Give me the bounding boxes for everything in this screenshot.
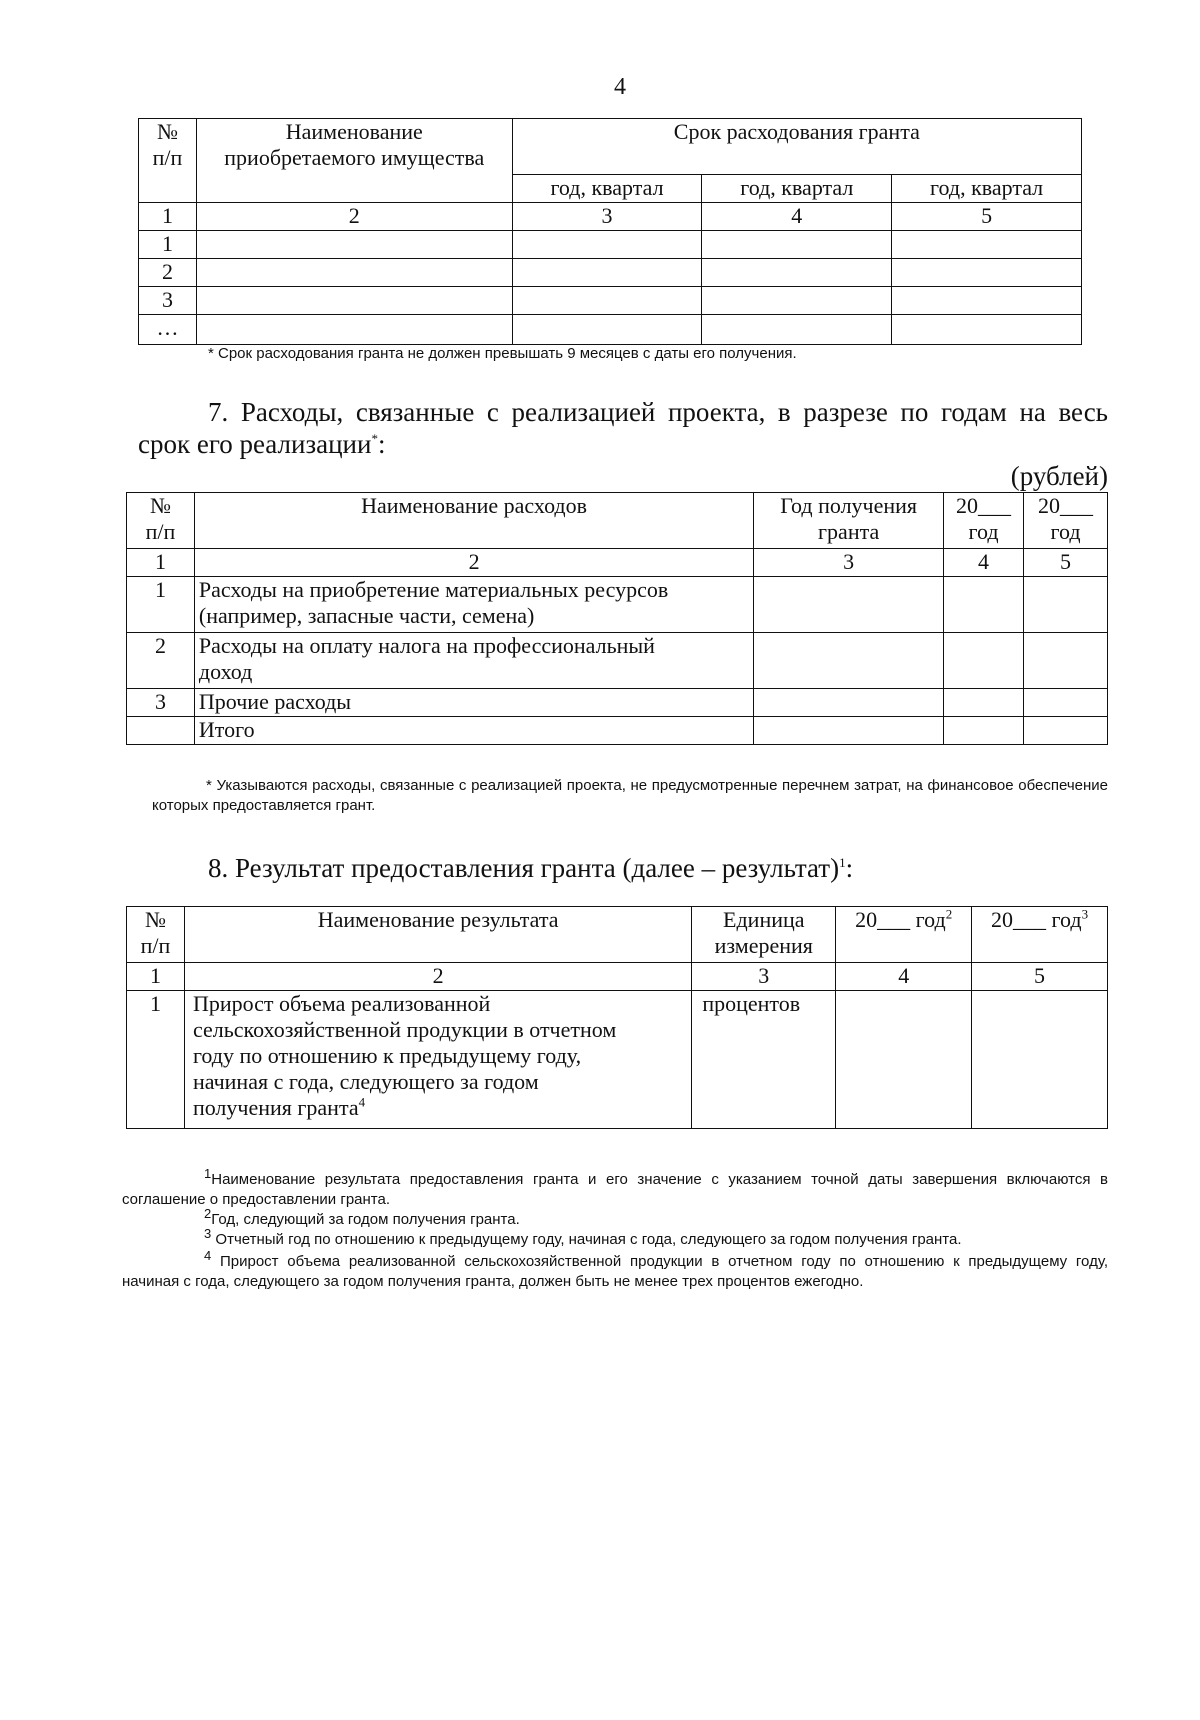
table8-row-unit: процентов <box>692 991 836 1129</box>
table6-row-num: 2 <box>139 259 197 287</box>
table7-row-num <box>127 717 195 745</box>
section7-units: (рублей) <box>1010 461 1108 491</box>
table8-header-y1 <box>836 907 972 963</box>
footnote-text: Наименование результата предоставления гранта и его значение с указанием точной даты завершения включаются в соглашение о предоставлении гранта. <box>122 1171 1108 1208</box>
section7-heading <box>138 396 1108 460</box>
table-row <box>139 259 1082 287</box>
table7-header-year: Год получения гранта <box>754 493 944 549</box>
table8-header-y2-sup: 3 <box>1081 906 1089 922</box>
table6-colnum: 3 <box>512 203 702 231</box>
footnote-mark: 2 <box>204 1206 212 1221</box>
table7-row-num: 3 <box>127 689 195 717</box>
table7-row-name: Прочие расходы <box>194 689 753 717</box>
table7-header-name: Наименование расходов <box>194 493 753 549</box>
footnote-item <box>122 1248 1108 1292</box>
table8-header-y2 <box>972 907 1108 963</box>
table7-row-name: Расходы на оплату налога на профессиональный доход <box>194 633 753 689</box>
table-row <box>127 633 1108 689</box>
table8-header-num: № п/п <box>127 907 185 963</box>
table6-subheader: год, квартал <box>512 175 702 203</box>
table7-colnum: 1 <box>127 549 195 577</box>
table-row <box>127 689 1108 717</box>
table-row <box>139 231 1082 259</box>
table6-colnum: 1 <box>139 203 197 231</box>
table8-row-num: 1 <box>127 991 185 1129</box>
table7-row-num: 2 <box>127 633 195 689</box>
section8-heading <box>208 852 1108 884</box>
page-number: 4 <box>614 74 626 100</box>
table8-header-y2-text: 20___ год <box>991 907 1082 932</box>
grant-term-table <box>138 118 1082 345</box>
table-row <box>139 315 1082 345</box>
table6-header-term: Срок расходования гранта <box>512 119 1081 175</box>
table6-header-num: № п/п <box>139 119 197 203</box>
table8-header-name: Наименование результата <box>184 907 691 963</box>
table7-header-num: № п/п <box>127 493 195 549</box>
table8-colnum: 1 <box>127 963 185 991</box>
table7-row-name: Итого <box>194 717 753 745</box>
section7-line1: 7. Расходы, связанные с реализацией проекта, в разрезе по годам на весь <box>208 397 1108 427</box>
table6-colnum: 5 <box>892 203 1082 231</box>
table-row <box>127 577 1108 633</box>
table7-row-name: Расходы на приобретение материальных ресурсов (например, запасные части, семена) <box>194 577 753 633</box>
footnote-text: Прирост объема реализованной сельскохозяйственной продукции в отчетном году по отношению к предыдущему году, начиная с года, следующего за годом получения гранта, должен быть не менее трех процентов ежегодно. <box>122 1253 1108 1290</box>
footnote-mark: 4 <box>204 1248 212 1263</box>
table-row <box>127 717 1108 745</box>
table6-colnum: 2 <box>196 203 512 231</box>
table8-row-name-sup: 4 <box>358 1094 366 1110</box>
section7-line2 <box>138 428 1108 460</box>
table-row <box>139 287 1082 315</box>
table6-row-num: … <box>139 315 197 345</box>
table6-subheader: год, квартал <box>702 175 892 203</box>
table6-header-name: Наименование приобретаемого имущества <box>196 119 512 203</box>
section8-sup: 1 <box>839 855 846 870</box>
table8-colnum: 4 <box>836 963 972 991</box>
footnote-text: Год, следующий за годом получения гранта. <box>211 1211 520 1228</box>
table7-row-num: 1 <box>127 577 195 633</box>
footnote-item <box>122 1166 1108 1210</box>
table7-colnum: 4 <box>944 549 1024 577</box>
footnote-text: Отчетный год по отношению к предыдущему году, начиная с года, следующего за годом получения гранта. <box>215 1231 962 1248</box>
table6-subheader: год, квартал <box>892 175 1082 203</box>
table7-colnum: 5 <box>1024 549 1108 577</box>
table7-colnum: 2 <box>194 549 753 577</box>
table8-header-unit: Единица измерения <box>692 907 836 963</box>
table8-colnum: 3 <box>692 963 836 991</box>
section8-end: : <box>845 853 854 883</box>
table7-header-y2: 20___ год <box>1024 493 1108 549</box>
expenses-table <box>126 492 1108 745</box>
table6-row-num: 1 <box>139 231 197 259</box>
table6-footnote: * Срок расходования гранта не должен превышать 9 месяцев с даты его получения. <box>208 345 797 362</box>
result-table <box>126 906 1108 1129</box>
table8-row-name-cell <box>184 991 691 1129</box>
table8-header-y1-text: 20___ год <box>855 907 946 932</box>
footnote-mark: 1 <box>204 1166 212 1181</box>
table8-colnum: 5 <box>972 963 1108 991</box>
section7-line2-text: срок его реализации <box>138 429 372 459</box>
footnote-item <box>122 1206 1108 1230</box>
section8-text: 8. Результат предоставления гранта (далее – результат) <box>208 853 840 883</box>
table6-colnum: 4 <box>702 203 892 231</box>
table8-row-name: Прирост объема реализованной сельскохозяйственной продукции в отчетном году по отношению к предыдущему году, начиная с года, следующего за годом получения гранта <box>192 991 617 1120</box>
table6-row-num: 3 <box>139 287 197 315</box>
table8-colnum: 2 <box>184 963 691 991</box>
footnote-item <box>122 1226 1108 1250</box>
table7-footnote: * Указываются расходы, связанные с реализацией проекта, не предусмотренные перечнем затрат, на финансовое обеспечение которых предоставляется грант. <box>152 777 1108 814</box>
footnotes <box>122 1166 1108 1292</box>
table7-header-y1: 20___ год <box>944 493 1024 549</box>
section7-sup: * <box>371 431 378 446</box>
footnote-mark: 3 <box>204 1226 212 1241</box>
table7-colnum: 3 <box>754 549 944 577</box>
table-row <box>127 991 1108 1129</box>
section7-line2-end: : <box>377 429 386 459</box>
table8-header-y1-sup: 2 <box>945 906 953 922</box>
